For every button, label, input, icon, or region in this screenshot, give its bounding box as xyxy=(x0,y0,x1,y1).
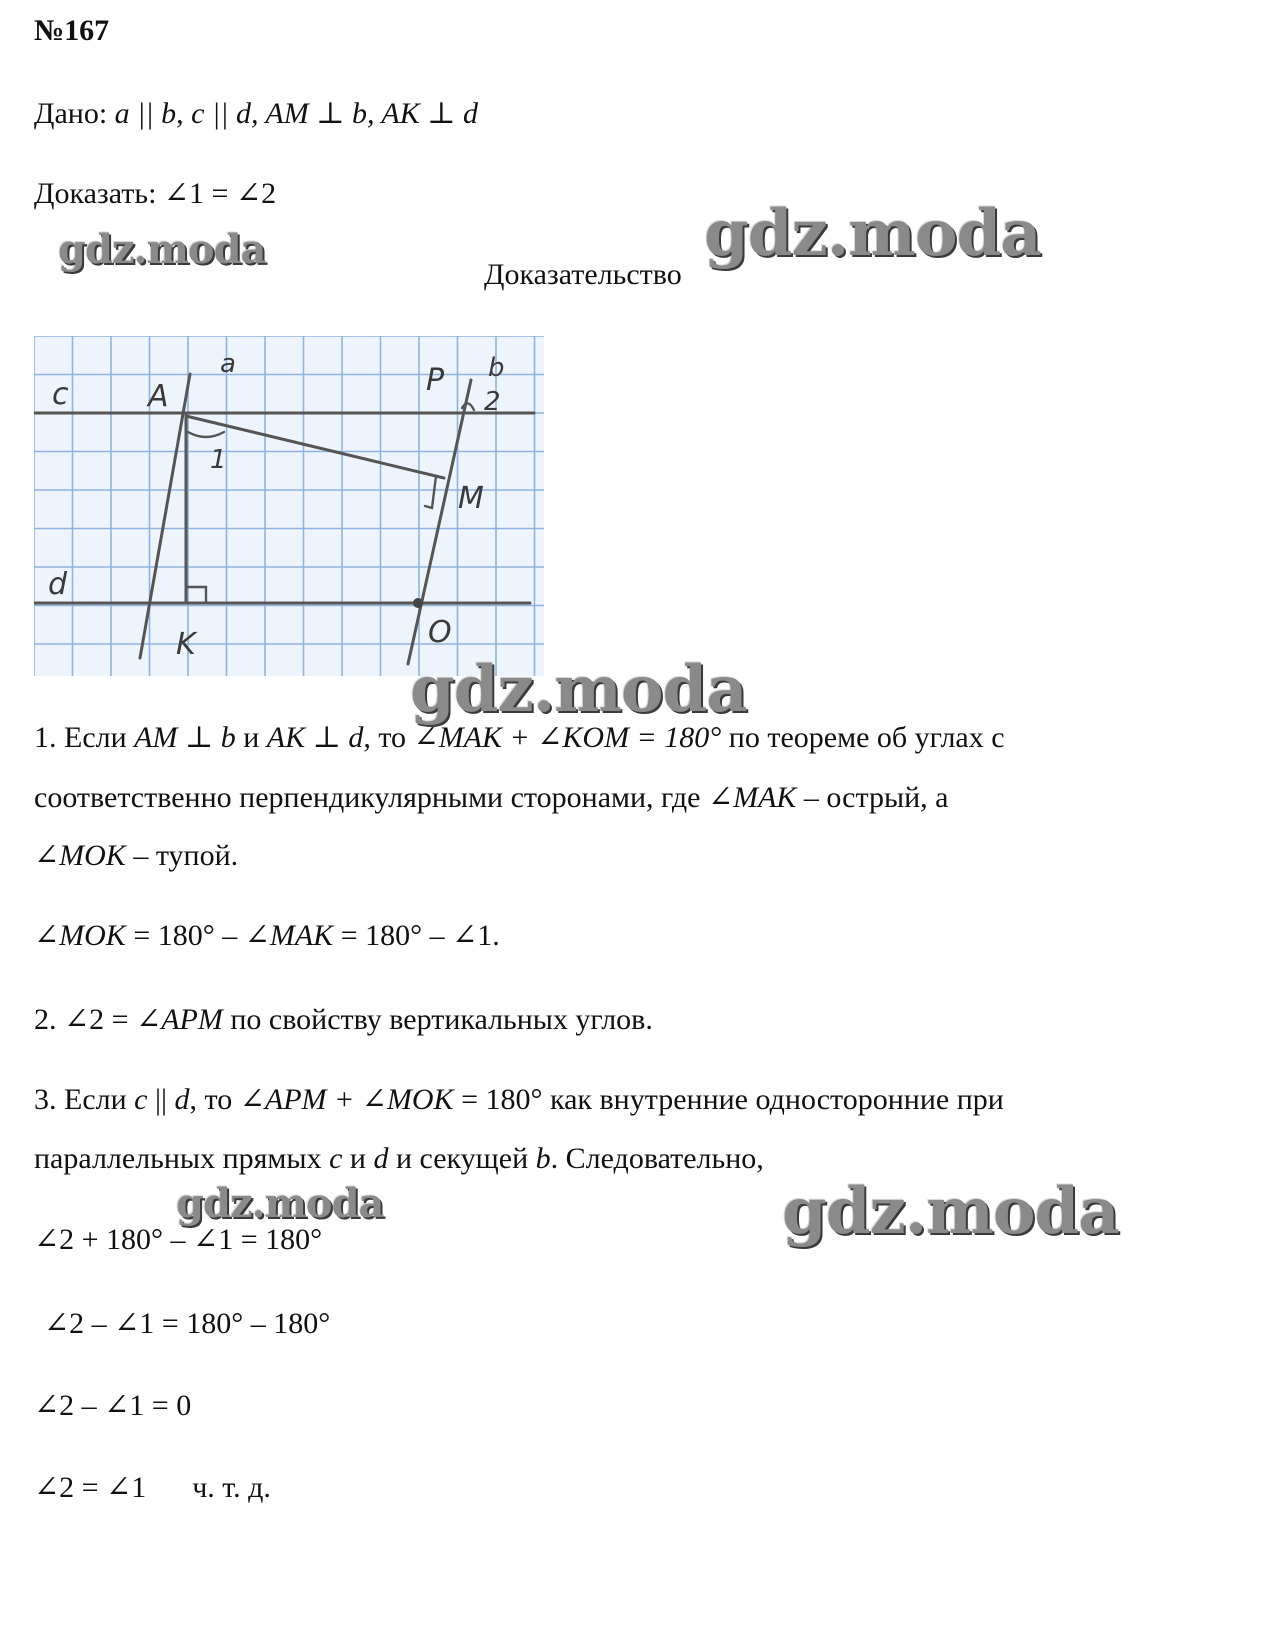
step-3-line-2 xyxy=(34,1142,764,1176)
eq-result: = 180° – ∠1. xyxy=(333,919,500,952)
step-3-lines-text: параллельных прямых xyxy=(34,1142,330,1175)
geometry-figure xyxy=(34,336,544,681)
equation-5 xyxy=(34,1470,271,1505)
label-m: M xyxy=(458,481,484,516)
step-1-sides-text: соответственно перпендикулярными сторонами, где xyxy=(34,781,708,814)
equation-3: ∠2 – ∠1 = 180° – 180° xyxy=(44,1307,331,1340)
step-2-reason: по свойству вертикальных углов. xyxy=(222,1003,653,1036)
watermark: gdz.moda xyxy=(704,196,1041,271)
label-angle-1: 1 xyxy=(210,445,227,475)
step-3-therefore: . Следовательно, xyxy=(550,1142,764,1175)
step-1-angle-sum: ∠MAK + ∠KOM = 180° xyxy=(413,721,722,754)
step-3-value: = 180° xyxy=(453,1083,543,1116)
step-3-line-c: c xyxy=(329,1142,343,1175)
step-3-intro: 3. Если xyxy=(34,1083,135,1116)
step-2-angle-apm: ∠APM xyxy=(136,1003,223,1036)
label-a-line: a xyxy=(220,349,236,379)
label-p: P xyxy=(426,363,445,398)
eq-angle-mok: ∠MOK xyxy=(34,919,126,952)
step-1-intro: 1. Если xyxy=(34,721,135,754)
watermark: gdz.moda xyxy=(782,1174,1119,1249)
prove-text: ∠1 = ∠2 xyxy=(163,177,277,210)
watermark: gdz.moda xyxy=(410,652,747,727)
step-3-line-1 xyxy=(34,1082,1004,1117)
step-1-obtuse: – тупой. xyxy=(125,839,239,872)
step-3-and: и xyxy=(342,1142,374,1175)
label-b-line: b xyxy=(488,353,505,383)
eq-angle-mak: ∠MAK xyxy=(244,919,334,952)
step-3-angle-sum: ∠APM + ∠MOK xyxy=(239,1083,454,1116)
watermark: gdz.moda xyxy=(58,226,266,273)
label-c: c xyxy=(52,377,69,412)
equation-2: ∠2 + 180° – ∠1 = 180° xyxy=(34,1223,323,1256)
given-line xyxy=(34,96,478,131)
step-1-and: и xyxy=(235,721,267,754)
step-1-angle-mok: ∠MOK xyxy=(34,839,126,872)
label-o: O xyxy=(428,615,452,650)
step-1-line-3 xyxy=(34,838,238,873)
step-1-acute: – острый, а xyxy=(796,781,949,814)
step-3-line-b: b xyxy=(535,1142,551,1175)
step-1-angle-mak: ∠MAK xyxy=(707,781,797,814)
problem-number: №167 xyxy=(34,14,110,47)
step-3-d: d xyxy=(174,1083,190,1116)
label-d: d xyxy=(48,567,68,602)
point-o xyxy=(413,598,423,608)
eq-minus: = 180° – xyxy=(125,919,245,952)
label-angle-2: 2 xyxy=(484,387,501,417)
label-k: K xyxy=(176,627,196,662)
equation-4: ∠2 – ∠1 = 0 xyxy=(34,1389,192,1422)
figure-drawing xyxy=(34,336,544,676)
step-3-parallel: || xyxy=(147,1083,175,1116)
label-a-point: A xyxy=(148,379,169,414)
proof-heading: Доказательство xyxy=(484,258,682,291)
given-text: a || b, c || d, AM ⊥ b, AK ⊥ d xyxy=(114,97,478,130)
eq5-qed: ч. т. д. xyxy=(192,1471,271,1504)
step-2 xyxy=(34,1002,653,1037)
step-1-line-2 xyxy=(34,780,949,815)
given-label: Дано: xyxy=(34,97,108,130)
prove-label: Доказать: xyxy=(34,177,157,210)
equation-mok xyxy=(34,918,500,953)
step-3-line-d: d xyxy=(373,1142,389,1175)
step-2-intro: 2. ∠2 = xyxy=(34,1003,137,1036)
step-1-ak-perp: AK ⊥ d xyxy=(266,721,364,754)
watermark: gdz.moda xyxy=(176,1180,384,1227)
prove-line xyxy=(34,176,276,211)
step-3-reason: как внутренние односторонние при xyxy=(542,1083,1004,1116)
step-1-then: , то xyxy=(363,721,414,754)
step-1-theorem: по теореме об углах с xyxy=(721,721,1005,754)
step-3-secant: и секущей xyxy=(388,1142,536,1175)
step-3-then: , то xyxy=(189,1083,240,1116)
step-3-c: c xyxy=(134,1083,148,1116)
step-1-am-perp: AM ⊥ b xyxy=(134,721,236,754)
eq5-final: ∠2 = ∠1 xyxy=(34,1471,147,1504)
